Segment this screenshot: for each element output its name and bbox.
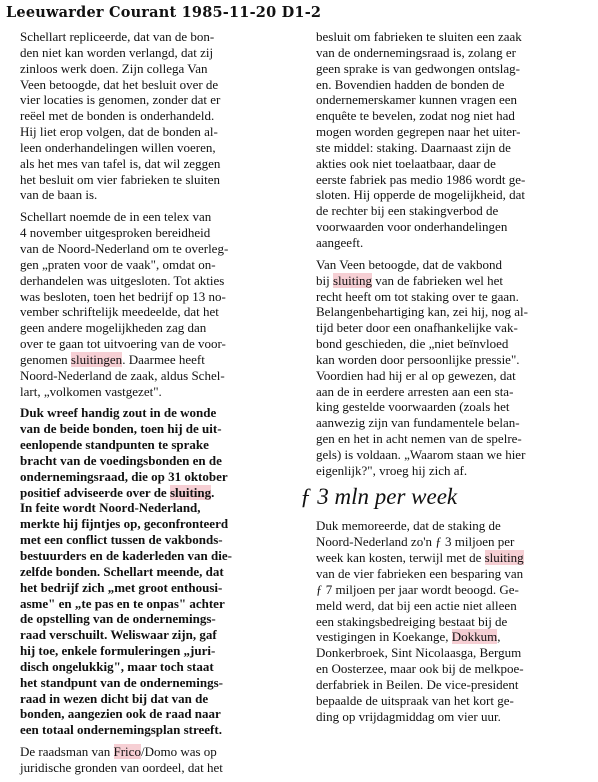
text-line: over te gaan tot uitvoering van de voor- <box>20 336 226 352</box>
text-line: kan worden door persoonlijke pressie". <box>316 351 520 367</box>
text-line: king gestelde voorwaarden (zoals het <box>316 399 510 415</box>
paragraph <box>8 744 294 776</box>
subheading: ƒ 3 mln per week <box>300 483 458 509</box>
highlighted-term: Dokkum <box>451 629 498 645</box>
text-line: bij sluiting van de fabrieken wel het <box>316 272 504 288</box>
text-line: aan de in eerdere arresten aan een sta- <box>316 383 514 399</box>
paragraph <box>304 257 590 479</box>
text-line: gels) is voldaan. „Waarom staan we hier <box>316 446 526 462</box>
text-line: recht heeft om tot staking over te gaan. <box>316 288 519 304</box>
text-line: een totaal ondernemingsplan streeft. <box>20 722 222 738</box>
left-column <box>8 29 294 782</box>
text-line: de opstelling van de ondernemings- <box>20 611 216 627</box>
text-line: derhandelen was uitgesloten. Tot akties <box>20 272 225 288</box>
text-line: van de beide bonden, toen hij de uit- <box>20 421 222 437</box>
text-line: ste middel: staking. Daarnaast zijn de <box>316 139 511 155</box>
text-line: ƒ 7 miljoen per jaar wordt beoogd. Ge- <box>316 581 519 597</box>
text-line: merkte hij fijntjes op, geconfronteerd <box>20 516 229 532</box>
text-line: Van Veen betoogde, dat de vakbond <box>316 256 503 272</box>
text-line: ding op vrijdagmiddag om vier uur. <box>316 708 501 724</box>
text-line: besluit om fabrieken te sluiten een zaak <box>316 29 522 44</box>
text-line: zelfde bonden. Schellart meende, dat <box>20 563 224 579</box>
text-line: reëel met de bonden is onderhandeld. <box>20 108 215 124</box>
text-line: Noord-Nederland zo'n ƒ 3 miljoen per <box>316 534 515 550</box>
text-line: ondernemerskamer kunnen vragen een <box>316 92 518 108</box>
text-line: De raadsman van Frico/Domo was op <box>20 744 217 760</box>
text-line: gen „praten voor de vaak", omdat on- <box>20 256 216 272</box>
text-line: asme" en „te pas en te onpas" achter <box>20 595 225 611</box>
highlighted-term: sluiting <box>332 272 372 288</box>
text-line: lart, „volkomen vastgezet". <box>20 383 162 399</box>
newspaper-header: Leeuwarder Courant 1985-11-20 D1-2 <box>6 4 322 21</box>
text-line: genomen sluitingen. Daarmee heeft <box>20 351 205 367</box>
paragraph <box>304 29 590 251</box>
text-line: bond geschieden, die „niet beïnvloed <box>316 336 509 352</box>
text-line: bonden, aangezien ook de raad naar <box>20 706 221 722</box>
text-line: de rechter bij een stakingverbod de <box>316 203 499 219</box>
text-line: raad in wezen dicht bij dat van de <box>20 690 209 706</box>
text-line: bestuurders en de kaderleden van die- <box>20 548 232 563</box>
paragraph <box>8 209 294 399</box>
text-line: ondernemingsraad, die op 31 oktober <box>20 468 228 484</box>
text-line: geen andere mogelijkheden zag dan <box>20 320 207 336</box>
text-line: raad verschuilt. Weliswaar zijn, gaf <box>20 627 217 643</box>
text-line: akties ook niet toelaatbaar, daar de <box>316 155 496 171</box>
text-line: aanwezig zijn van fundamentele belan- <box>316 415 520 431</box>
text-line: en Oosterzee, maar ook bij de melkpoe- <box>316 661 524 677</box>
text-line: Veen betoogde, dat het besluit over de <box>20 76 219 92</box>
text-line: Duk memoreerde, dat de staking de <box>316 518 501 534</box>
text-line: disch ongelukkig", maar toch staat <box>20 658 214 674</box>
text-line: mogen worden gegrepen naar het uiter- <box>316 124 521 140</box>
highlighted-term: sluiting <box>169 484 212 500</box>
text-line: het bedrijf zich „met groot enthousi- <box>20 579 223 595</box>
text-line: leen onderhandelingen willen voeren, <box>20 139 216 155</box>
text-line: vember schriftelijk meedeelde, dat het <box>20 304 219 320</box>
text-line: sloten. Hij opperde de mogelijkheid, dat <box>316 187 526 203</box>
text-line: positief adviseerde over de sluiting. <box>20 484 215 500</box>
text-line: hij toe, enkele formuleringen „juri- <box>20 643 216 659</box>
text-line: bepaalde de uitspraak van het kort ge- <box>316 692 514 708</box>
text-line: derfabriek in Beilen. De vice-president <box>316 676 519 692</box>
text-line: juridische gronden van oordeel, dat het <box>20 759 223 775</box>
text-line: van de ondernemingsraad is, zolang er <box>316 44 516 60</box>
text-line: was besloten, toen het bedrijf op 13 no- <box>20 288 226 304</box>
text-line: vestigingen in Koekange, Dokkum, <box>316 629 501 645</box>
text-line: het standpunt van de ondernemings- <box>20 674 223 690</box>
text-line: den niet kan worden verlangd, dat zij <box>20 44 214 60</box>
right-column <box>300 29 590 730</box>
text-line: eenlopende standpunten te sprake <box>20 437 209 453</box>
text-line: een stakingsbedreiging bestaat bij de <box>316 613 508 629</box>
text-line: Duk wreef handig zout in de wonde <box>20 405 217 421</box>
text-line: zinloos werk doen. Zijn collega Van <box>20 60 208 76</box>
text-line: 4 november uitgesproken bereidheid <box>20 225 211 241</box>
text-line: met een conflict tussen de vakbonds- <box>20 532 223 548</box>
text-line: Voordien had hij er al op gewezen, dat <box>316 367 516 383</box>
highlighted-term: sluitingen <box>70 351 123 367</box>
text-line: Donkerbroek, Sint Nicolaasga, Bergum <box>316 645 522 661</box>
text-line: tijd beter door een onafhankelijke vak- <box>316 320 518 336</box>
text-line: bracht van de voedingsbonden en de <box>20 452 222 468</box>
text-line: geen sprake is van gedwongen ontslag- <box>316 60 520 76</box>
text-line: In feite wordt Noord-Nederland, <box>20 500 201 516</box>
text-line: van de Noord-Nederland om te overleg- <box>20 240 229 256</box>
paragraph <box>8 405 294 738</box>
text-line: gen en het in acht nemen van de spelre- <box>316 431 522 447</box>
text-line: Schellart repliceerde, dat van de bon- <box>20 29 215 44</box>
highlighted-term: sluiting <box>484 550 524 566</box>
text-line: Belangenbehartiging kan, zei hij, nog al- <box>316 304 528 320</box>
paragraph <box>304 518 590 724</box>
text-line: als het mes van tafel is, dat wil zeggen <box>20 155 221 171</box>
highlighted-term: Frico <box>113 744 141 760</box>
text-line: het besluit om vier fabrieken te sluiten <box>20 171 220 187</box>
text-line: aangeeft. <box>316 234 364 250</box>
text-line: Hij liet erop volgen, dat de bonden al- <box>20 124 218 140</box>
text-line: van de baan is. <box>20 187 98 203</box>
text-line: Noord-Nederland de zaak, aldus Schel- <box>20 367 225 383</box>
text-line: eigenlijk?", vroeg hij zich af. <box>316 462 468 478</box>
text-line: van de vier fabrieken een besparing van <box>316 566 524 581</box>
text-line: enquête te bevelen, zodat nog niet had <box>316 108 515 124</box>
text-line: voorwaarden voor onderhandelingen <box>316 219 508 235</box>
text-line: meld werd, dat bij een actie niet alleen <box>316 597 517 613</box>
text-line: en. Bovendien hadden de bonden de <box>316 76 505 92</box>
text-line: Schellart noemde de in een telex van <box>20 209 212 225</box>
text-line: week kan kosten, terwijl met de sluiting <box>316 550 524 566</box>
text-line: vier locaties is genomen, zonder dat er <box>20 92 221 108</box>
paragraph <box>8 29 294 203</box>
text-line: eerste fabriek pas medio 1986 wordt ge- <box>316 171 526 187</box>
